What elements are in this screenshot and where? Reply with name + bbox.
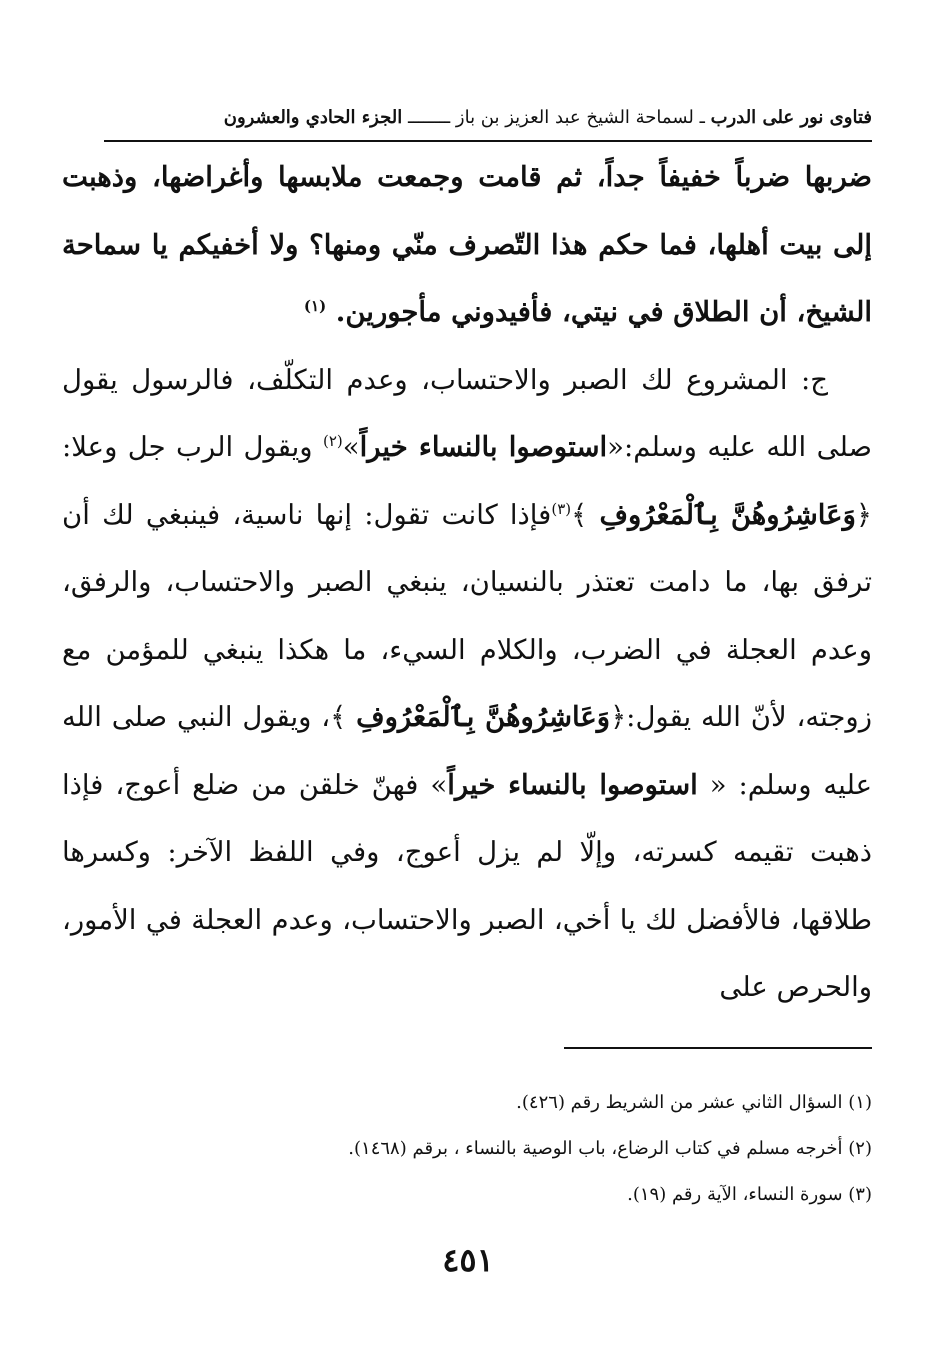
hadith-quote-2: استوصوا بالنساء خيراً: [447, 768, 698, 801]
footnote-1: (١) السؤال الثاني عشر من الشريط رقم (٤٢٦).: [516, 1092, 872, 1113]
quran-verse-1: وَعَاشِرُوهُنَّ بِٱلْمَعْرُوفِ: [599, 498, 856, 531]
footnote-ref-2: (٢): [322, 431, 343, 450]
hadith-quote-1: استوصوا بالنساء خيراً: [359, 431, 608, 463]
answer-text-1: ج: المشروع لك الصبر والاحتساب، وعدم التكلّف، فالرسول يقول صلى الله عليه وسلم:«: [62, 363, 872, 463]
book-title: فتاوى نور على الدرب: [710, 107, 872, 128]
footnote-ref-3: (٣): [551, 499, 572, 518]
answer-paragraph: [62, 347, 872, 1022]
answer-text-5: فإذا كانت تقول: إنها ناسية، فينبغي لك أن ترفق بها، ما دامت تعتذر بالنسيان، ينبغي الصبر والاحتساب، والرفق، وعدم العجلة في الضرب، والكلام السيء، ما هكذا ينبغي للمؤمن مع زوجته، لأنّ الله يقول:﴿: [62, 498, 872, 733]
footnotes: [62, 1080, 872, 1218]
answer-text-2: »: [342, 431, 360, 463]
answer-text-7: » فهنّ خلقن من ضلع أعوج، فإذا ذهبت تقيمه كسرته، وإلّا لم يزل أعوج، وفي اللفظ الآخر: وكسرها طلاقها، فالأفضل لك يا أخي، الصبر والاحتساب، وعدم العجلة في الأمور، والحرص على: [62, 768, 872, 1003]
question-text: ضربها ضرباً خفيفاً جداً، ثم قامت وجمعت ملابسها وأغراضها، وذهبت إلى بيت أهلها، فما حكم هذا التّصرف منّي ومنها؟ ولا أخفيكم يا سماحة الشيخ، أن الطلاق في نيتي، فأفيدوني مأجورين.: [62, 161, 872, 328]
author-name: لسماحة الشيخ عبد العزيز بن باز: [455, 107, 694, 128]
quran-verse-2: وَعَاشِرُوهُنَّ بِٱلْمَعْرُوفِ: [356, 701, 611, 733]
answer-text-4: ﴾: [571, 498, 600, 531]
footnote-ref-1: (١): [303, 296, 327, 315]
footnote-2: (٢) أخرجه مسلم في كتاب الرضاع، باب الوصية بالنساء ، برقم (١٤٦٨).: [348, 1138, 872, 1159]
volume-title: الجزء الحادي والعشرون: [223, 107, 403, 128]
question-paragraph: [62, 144, 872, 347]
answer-text-6: ﴾، ويقول النبي صلى الله عليه وسلم: «: [62, 701, 872, 801]
header-dash: ـ: [693, 107, 705, 128]
running-header: [104, 100, 872, 142]
footnote-divider: [564, 1047, 872, 1049]
header-rule: ــــــــ: [402, 107, 451, 128]
answer-text-3: ويقول الرب جل وعلا:﴿: [62, 431, 872, 531]
page-body: [62, 144, 872, 1022]
page-number: ٤٥١: [442, 1241, 494, 1279]
footnote-3: (٣) سورة النساء، الآية رقم (١٩).: [627, 1184, 872, 1205]
